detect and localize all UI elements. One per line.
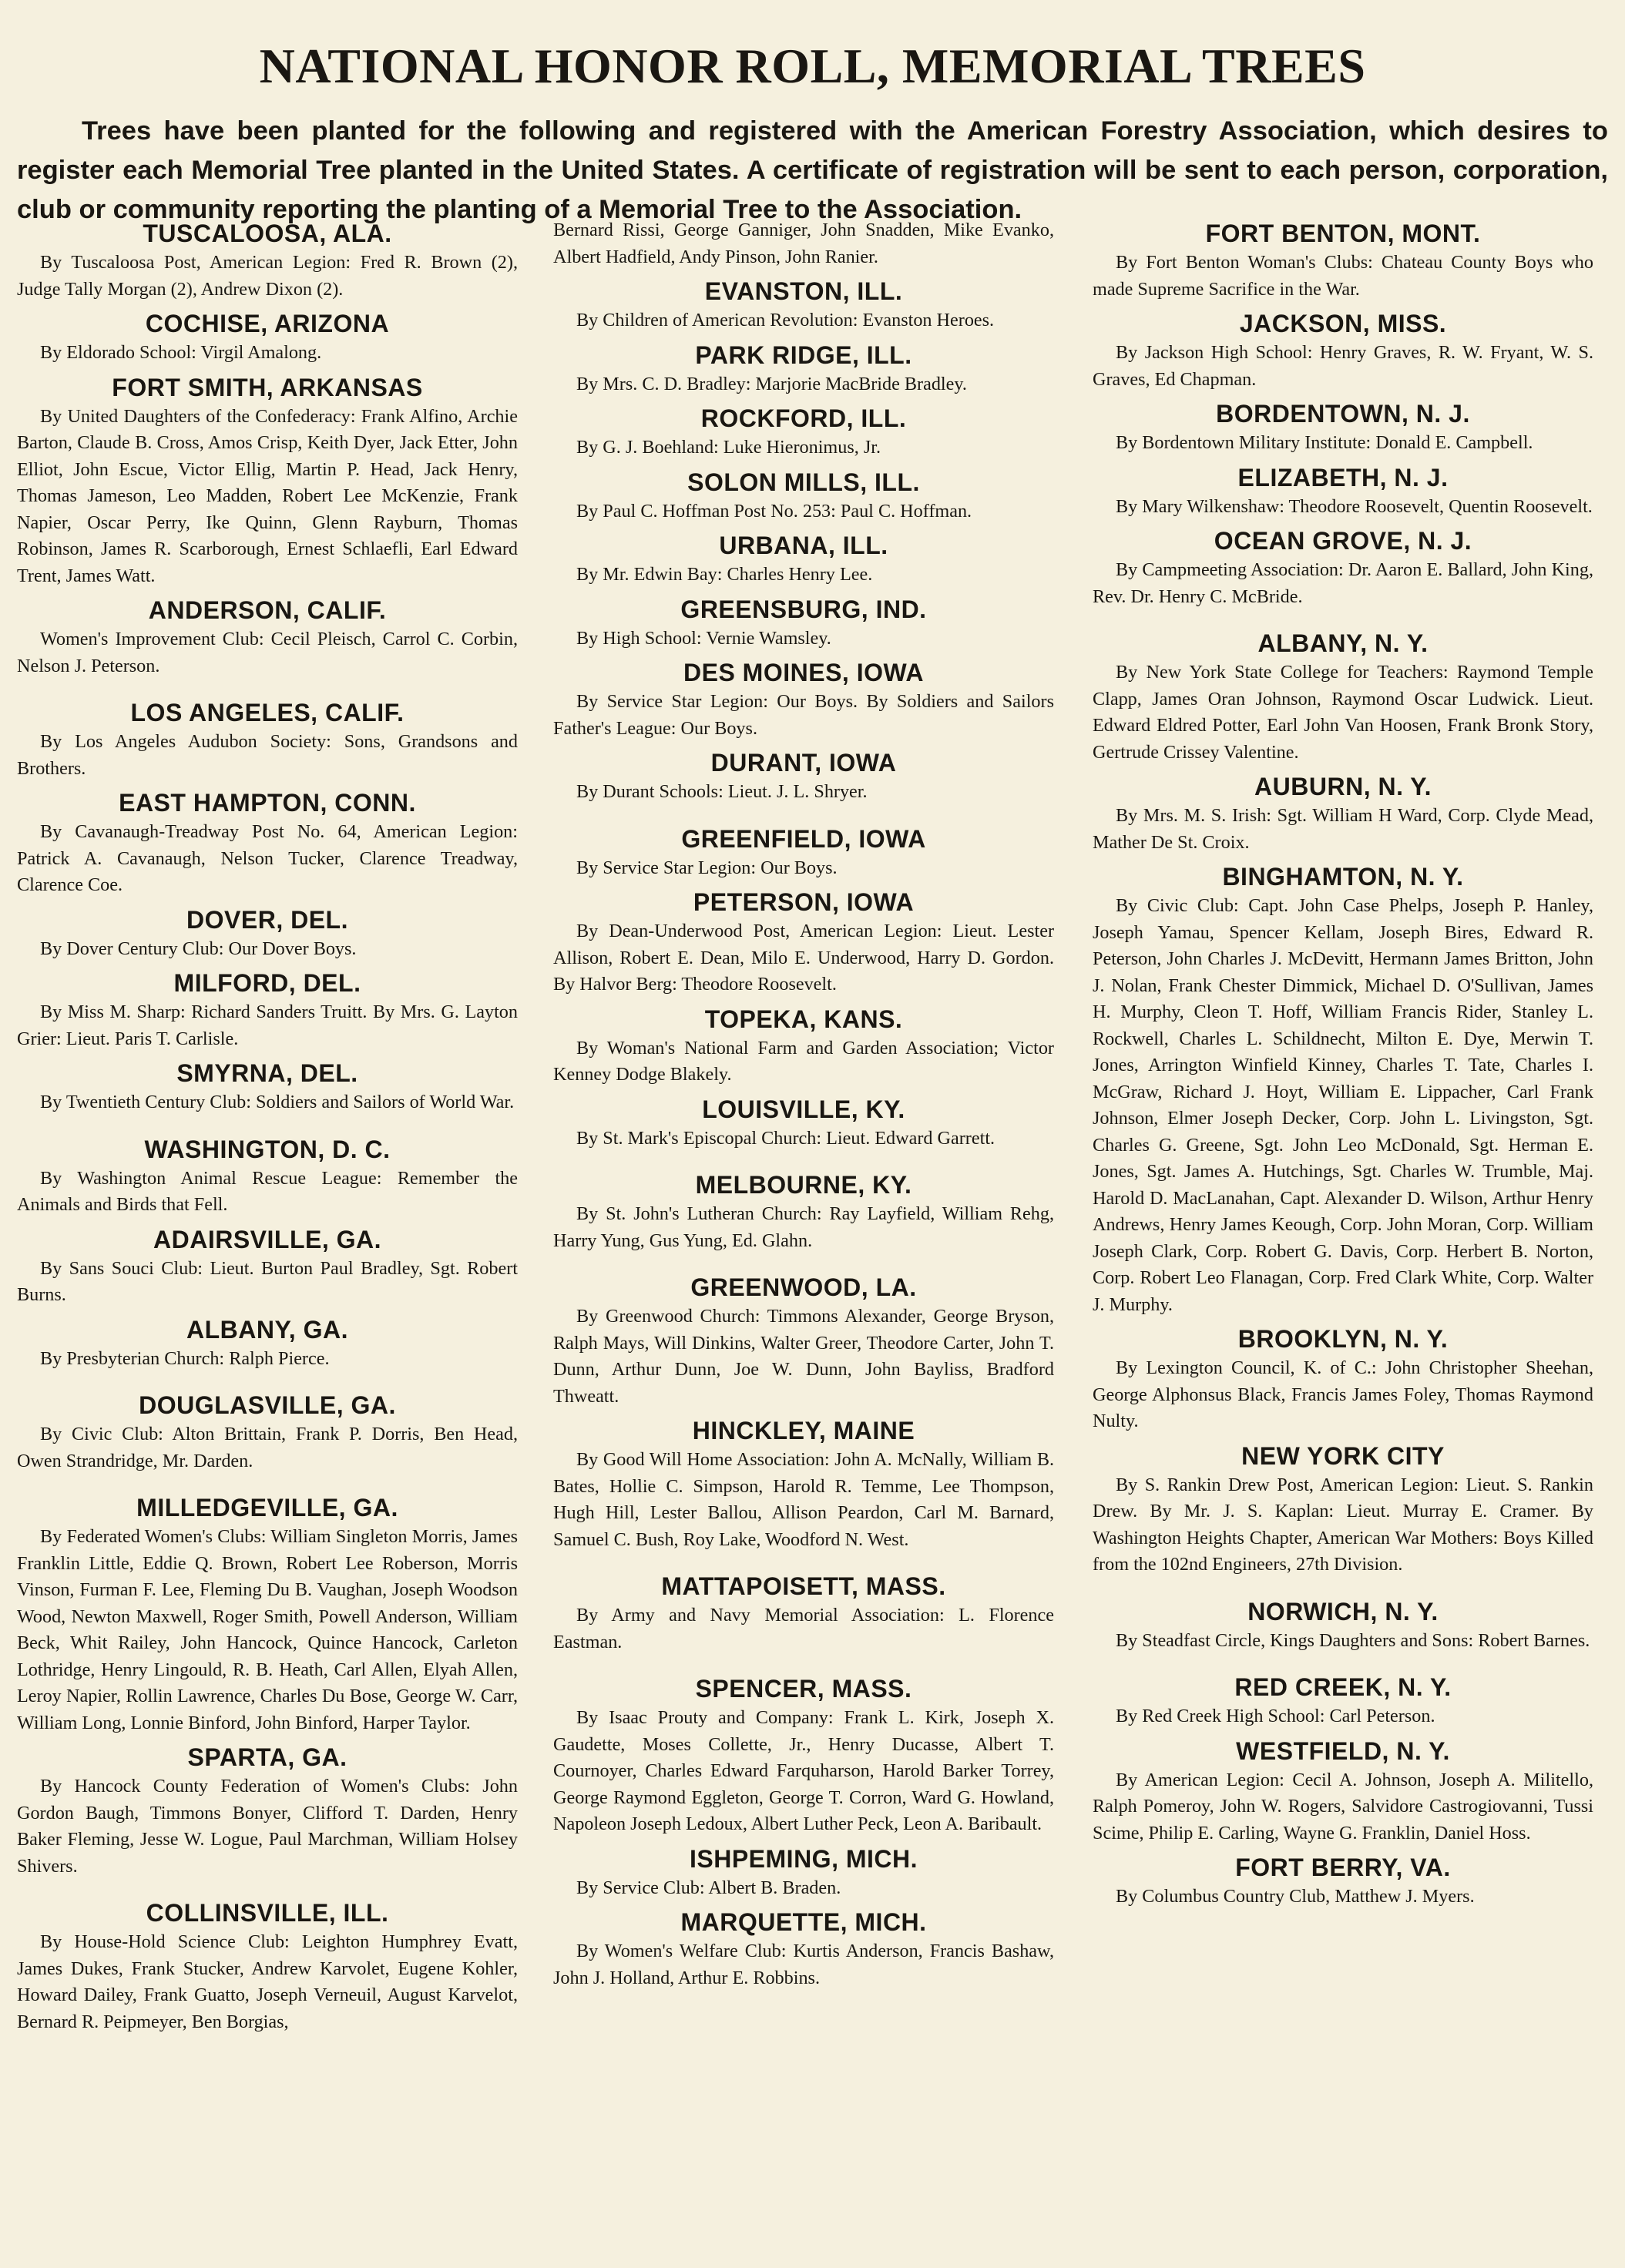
honor-roll-entry [17,371,518,590]
column-2 [553,217,1054,1996]
location-heading: BORDENTOWN, N. J. [1216,400,1470,428]
location-heading: MILLEDGEVILLE, GA. [136,1494,398,1522]
entry-text: By St. Mark's Episcopal Church: Lieut. Edward Garrett. [576,1127,995,1149]
location-heading: PETERSON, IOWA [693,888,915,916]
entry-text: By Greenwood Church: Timmons Alexander, George Bryson, Ralph Mays, Will Dinkins, Walter Greer, Theodore Carter, John T. Dunn, Arthur Dunn, Joe W. Dunn, John Bayliss, Bradford Thweatt. [553,1306,1054,1407]
location-heading: GREENFIELD, IOWA [681,824,926,853]
location-heading: SPENCER, MASS. [695,1675,912,1703]
page-title: NATIONAL HONOR ROLL, MEMORIAL TREES [259,38,1366,93]
column-3 [1093,217,1593,1915]
location-heading: COLLINSVILLE, ILL. [146,1899,389,1927]
honor-roll-entry [1093,1323,1593,1435]
honor-roll-entry [17,1057,518,1116]
entry-text: By Lexington Council, K. of C.: John Christopher Sheehan, George Alphonsus Black, Francis James Foley, Thomas Raymond Nulty. [1093,1357,1593,1431]
entry-text: By Hancock County Federation of Women's Clubs: John Gordon Baugh, Timmons Bonyer, Clifford T. Darden, Henry Baker Fleming, Jesse W. Logue, Paul Marchman, William Holsey Shivers. [17,1776,518,1877]
honor-roll-entry [17,307,518,367]
honor-roll-entry [17,1313,518,1373]
entry-text: By Fort Benton Woman's Clubs: Chateau County Boys who made Supreme Sacrifice in the War. [1093,252,1593,300]
entry-text: By Civic Club: Capt. John Case Phelps, Joseph P. Hanley, Joseph Yamau, Spencer Kellam, Joseph Bires, Edward R. Peterson, John Charles J. McDevitt, Hermann James Britton, John J. Nolan, Frank Chester Dimmick, Michael D. O'Sullivan, James H. Murphy, Cleon T. Hoff, William Francis Rider, Stanley L. Rockwell, Charles L. Schildnecht, Milton E. Dye, Merwin T. Jones, Arrington Winfield Kinney, Charles T. Tate, Charles I. McGraw, Richard J. Hoyt, William E. Lippacher, Carl Frank Johnson, Elmer Joseph Decker, Corp. John L. Livingston, Sgt. Charles G. Greene, Sgt. John Leo McDonald, Sgt. Herman E. Jones, Sgt. James A. Hutchings, Sgt. Charles W. Trumble, Maj. Harold D. MacLanahan, Capt. Alexander D. Wilson, Arthur Henry Andrews, Henry James Keough, Corp. John Moran, Corp. William Joseph Clark, Corp. Robert G. Davis, Corp. Herbert B. Norton, Corp. Robert Leo Flanagan, Corp. Fred Clark White, Corp. Walter J. Murphy. [1093,895,1593,1315]
entry-text: By American Legion: Cecil A. Johnson, Joseph A. Militello, Ralph Pomeroy, John W. Rogers, Salvidore Castrogiovanni, Tussi Scime, Philip E. Carling, Wayne G. Franklin, Daniel Hoss. [1093,1769,1593,1844]
honor-roll-entry [1093,1735,1593,1847]
location-heading: ELIZABETH, N. J. [1237,463,1449,492]
location-heading: OCEAN GROVE, N. J. [1214,527,1472,555]
entry-text: By High School: Vernie Wamsley. [576,627,831,649]
entry-text: By Service Star Legion: Our Boys. By Soldiers and Sailors Father's League: Our Boys. [553,691,1054,739]
entry-text: By Los Angeles Audubon Society: Sons, Grandsons and Brothers. [17,731,518,779]
honor-roll-entry [17,1741,518,1880]
entry-text: By Children of American Revolution: Evanston Heroes. [576,310,995,330]
entry-text: By Civic Club: Alton Brittain, Frank P. Dorris, Ben Head, Owen Strandridge, Mr. Darden. [17,1424,518,1471]
location-heading: EVANSTON, ILL. [704,277,903,305]
honor-roll-entry [1093,1595,1593,1655]
location-heading: MILFORD, DEL. [173,969,361,997]
location-heading: ALBANY, GA. [186,1315,348,1344]
entry-text: By Women's Welfare Club: Kurtis Anderson, Francis Bashaw, John J. Holland, Arthur E. Robbins. [553,1941,1054,1988]
honor-roll-entry [1093,398,1593,457]
honor-roll-entry [17,1223,518,1309]
location-heading: ADAIRSVILLE, GA. [153,1225,381,1253]
location-heading: SMYRNA, DEL. [176,1059,358,1087]
entry-text: By Bordentown Military Institute: Donald E. Campbell. [1116,432,1533,453]
honor-roll-entry [553,1570,1054,1656]
honor-roll-entry [553,529,1054,589]
entry-text: By Good Will Home Association: John A. McNally, William B. Bates, Hollie C. Simpson, Harold R. Temme, Lee Thompson, Hugh Hill, Lester Ballou, Allison Peardon, Carl M. Barnard, Samuel C. Bush, Roy Lake, Woodford N. West. [553,1449,1054,1550]
location-heading: GREENWOOD, LA. [690,1273,917,1301]
honor-roll-entry [1093,770,1593,856]
location-heading: RED CREEK, N. Y. [1234,1673,1452,1701]
location-heading: MELBOURNE, KY. [695,1171,912,1199]
honor-roll-entry [17,594,518,679]
honor-roll-entry [17,217,518,303]
entry-text: By Paul C. Hoffman Post No. 253: Paul C. Hoffman. [576,500,972,522]
honor-roll-entry [1093,525,1593,610]
entry-text: By Dean-Underwood Post, American Legion: Lieut. Lester Allison, Robert E. Dean, Milo E. Underwood, Harry D. Gordon. By Halvor Berg: Theodore Roosevelt. [553,921,1054,995]
location-heading: COCHISE, ARIZONA [145,310,390,337]
location-heading: TOPEKA, KANS. [704,1005,903,1033]
location-heading: MARQUETTE, MICH. [680,1908,927,1936]
honor-roll-entry [553,1672,1054,1838]
entry-text: By House-Hold Science Club: Leighton Humphrey Evatt, James Dukes, Frank Stucker, Andrew Karvolet, Eugene Kohler, Howard Dailey, Frank Guatto, Joseph Verneuil, August Karvelot, Bernard R. Peipmeyer, Ben Borgias, [17,1931,518,2032]
honor-roll-entry [1093,461,1593,521]
honor-roll-entry [553,1169,1054,1254]
honor-roll-entry [553,886,1054,998]
location-heading: FORT BERRY, VA. [1235,1854,1451,1881]
honor-roll-entry [1093,861,1593,1318]
entry-text: By Mary Wilkenshaw: Theodore Roosevelt, Quentin Roosevelt. [1116,495,1593,517]
entry-text: By G. J. Boehland: Luke Hieronimus, Jr. [576,437,881,458]
entry-text: By Columbus Country Club, Matthew J. Myers. [1116,1886,1475,1907]
honor-roll-entry [1093,1851,1593,1911]
entry-text: By Woman's National Farm and Garden Association; Victor Kenney Dodge Blakely. [553,1037,1054,1085]
location-heading: DURANT, IOWA [710,749,897,777]
location-heading: DOVER, DEL. [186,905,348,934]
honor-roll-entry [1093,307,1593,393]
honor-roll-entry [553,466,1054,525]
location-heading: WASHINGTON, D. C. [144,1135,391,1163]
location-heading: URBANA, ILL. [719,532,888,559]
location-heading: ANDERSON, CALIF. [148,596,387,624]
honor-roll-entry [553,1093,1054,1152]
location-heading: LOUISVILLE, KY. [702,1095,905,1123]
entry-text: By St. John's Lutheran Church: Ray Layfield, William Rehg, Harry Yung, Gus Yung, Ed. Glahn. [553,1203,1054,1251]
location-heading: ISHPEMING, MICH. [689,1844,918,1873]
location-heading: ROCKFORD, ILL. [700,404,907,432]
honor-roll-entry [553,656,1054,742]
honor-roll-entry [1093,1671,1593,1730]
honor-roll-entry [1093,217,1593,303]
honor-roll-entry [553,1003,1054,1089]
honor-roll-entry [553,275,1054,334]
honor-roll-entry [553,746,1054,806]
entry-text: By Jackson High School: Henry Graves, R. W. Fryant, W. S. Graves, Ed Chapman. [1093,342,1593,390]
entry-text: By Dover Century Club: Our Dover Boys. [40,938,357,959]
location-heading: NEW YORK CITY [1241,1441,1445,1470]
entry-text: By Service Club: Albert B. Braden. [576,1877,841,1898]
honor-roll-entry [17,967,518,1052]
location-heading: BROOKLYN, N. Y. [1237,1325,1449,1353]
honor-roll-entry [17,1389,518,1475]
honor-roll-entry [1093,1440,1593,1579]
location-heading: FORT BENTON, MONT. [1205,220,1481,247]
entry-text: By Presbyterian Church: Ralph Pierce. [40,1347,330,1369]
entry-text: Women's Improvement Club: Cecil Pleisch, Carrol C. Corbin, Nelson J. Peterson. [17,629,518,676]
location-heading: SOLON MILLS, ILL. [687,468,920,496]
entry-text: By Tuscaloosa Post, American Legion: Fred R. Brown (2), Judge Tally Morgan (2), Andrew Dixon (2). [17,252,518,300]
honor-roll-entry [1093,627,1593,766]
entry-text: By Isaac Prouty and Company: Frank L. Kirk, Joseph X. Gaudette, Moses Collette, Jr., Henry Ducasse, Albert T. Cournoyer, Charles Edward Farquharson, Harold Barker Torrey, George Raymond Eggleton, George T. Corron, Ward G. Howland, Napoleon Joseph Ledoux, Albert Luther Peck, Leon A. Baribault. [553,1707,1054,1834]
honor-roll-entry [553,1271,1054,1410]
entry-text: By Washington Animal Rescue League: Remember the Animals and Birds that Fell. [17,1167,518,1215]
honor-roll-entry [553,593,1054,653]
honor-roll-entry [553,1843,1054,1902]
location-heading: MATTAPOISETT, MASS. [661,1572,946,1600]
entry-text: By United Daughters of the Confederacy: Frank Alfino, Archie Barton, Claude B. Cross, Amos Crisp, Keith Dyer, Jack Etter, John Elliot, John Escue, Victor Ellig, Martin P. Head, Jack Henry, Thomas Jameson, Leo Madden, Robert Lee McKenzie, Frank Napier, Oscar Perry, Ike Quinn, Glenn Rayburn, Thomas Robinson, James R. Scarborough, Ernest Schlaefli, Earl Edward Trent, James Watt. [17,405,518,586]
location-heading: DES MOINES, IOWA [683,659,925,686]
entry-text: By Service Star Legion: Our Boys. [576,857,838,878]
location-heading: FORT SMITH, ARKANSAS [112,373,423,401]
location-heading: GREENSBURG, IND. [680,595,927,623]
honor-roll-entry [553,402,1054,461]
honor-roll-entry [17,1491,518,1736]
entry-text: By Red Creek High School: Carl Peterson. [1116,1706,1435,1726]
location-heading: WESTFIELD, N. Y. [1236,1736,1450,1765]
location-heading: DOUGLASVILLE, GA. [139,1391,396,1419]
intro-paragraph: Trees have been planted for the following and registered with the American Forestry Association, which desires to register each Memorial Tree planted in the United States. A certificate of registration will be sent to each person, corporation, club or community reporting the planting of a Memorial Tree to the Association. [17,116,1608,224]
location-heading: LOS ANGELES, CALIF. [130,699,405,726]
entry-text: By Mrs. C. D. Bradley: Marjorie MacBride Bradley. [576,373,967,394]
location-heading: NORWICH, N. Y. [1247,1597,1439,1626]
honor-roll-entry [17,696,518,782]
entry-text: By Miss M. Sharp: Richard Sanders Truitt. By Mrs. G. Layton Grier: Lieut. Paris T. Carlisle. [17,1001,518,1049]
entry-text: By Campmeeting Association: Dr. Aaron E. Ballard, John King, Rev. Dr. Henry C. McBride. [1093,559,1593,607]
honor-roll-entry [17,1897,518,2035]
location-heading: HINCKLEY, MAINE [692,1417,915,1444]
location-heading: BINGHAMTON, N. Y. [1222,863,1464,891]
location-heading: TUSCALOOSA, ALA. [143,220,392,247]
entry-text: By Mr. Edwin Bay: Charles Henry Lee. [576,564,873,585]
honor-roll-entry [553,339,1054,398]
entry-text: By S. Rankin Drew Post, American Legion: Lieut. S. Rankin Drew. By Mr. J. S. Kaplan: Lieut. Murray E. Cramer. By Washington Heights Chapter, American War Mothers: Boys Killed from the 102nd Engineers, 27th Division. [1093,1474,1593,1575]
honor-roll-entry [17,1133,518,1219]
honor-roll-entry [553,1414,1054,1553]
entry-text: By New York State College for Teachers: Raymond Temple Clapp, James Oran Johnson, Raymond Oscar Ludwick. Lieut. Edward Eldred Potter, Earl John Van Hoosen, Frank Bronk Story, Gertrude Crissey Valentine. [1093,662,1593,763]
entry-text: By Federated Women's Clubs: William Singleton Morris, James Franklin Little, Eddie Q. Brown, Robert Lee Roberson, Morris Vinson, Furman F. Lee, Fleming Du B. Vaughan, Joseph Woodson Wood, Newton Maxwell, Roger Smith, Powell Anderson, William Beck, Whit Railey, John Hancock, Quince Hancock, Carleton Lothridge, Henry Lingould, R. B. Heath, Carl Allen, Elyah Allen, Leroy Napier, Rollin Lawrence, Charles Du Bose, George W. Carr, William Long, Lonnie Binford, John Binford, Harper Taylor. [17,1526,518,1733]
location-heading: EAST HAMPTON, CONN. [119,789,416,817]
location-heading: AUBURN, N. Y. [1254,773,1432,800]
honor-roll-entry [553,823,1054,882]
entry-text: By Cavanaugh-Treadway Post No. 64, American Legion: Patrick A. Cavanaugh, Nelson Tucker, Clarence Treadway, Clarence Coe. [17,821,518,895]
honor-roll-entry [17,904,518,963]
entry-text: Bernard Rissi, George Ganniger, John Snadden, Mike Evanko, Albert Hadfield, Andy Pinson, John Ranier. [553,220,1054,267]
location-heading: JACKSON, MISS. [1239,310,1447,337]
location-heading: ALBANY, N. Y. [1257,629,1429,657]
entry-text: By Steadfast Circle, Kings Daughters and Sons: Robert Barnes. [1116,1629,1590,1651]
entry-text: By Mrs. M. S. Irish: Sgt. William H Ward, Corp. Clyde Mead, Mather De St. Croix. [1093,805,1593,853]
entry-text: By Sans Souci Club: Lieut. Burton Paul Bradley, Sgt. Robert Burns. [17,1257,518,1305]
entry-text: By Army and Navy Memorial Association: L. Florence Eastman. [553,1605,1054,1652]
entry-text: By Eldorado School: Virgil Amalong. [40,342,322,363]
location-heading: SPARTA, GA. [187,1743,347,1771]
column-1 [17,217,518,2040]
honor-roll-entry [17,787,518,899]
entry-text: By Twentieth Century Club: Soldiers and Sailors of World War. [40,1092,515,1112]
honor-roll-entry [553,217,1054,270]
entry-text: By Durant Schools: Lieut. J. L. Shryer. [576,781,868,802]
honor-roll-entry [553,1906,1054,1991]
location-heading: PARK RIDGE, ILL. [695,341,912,369]
